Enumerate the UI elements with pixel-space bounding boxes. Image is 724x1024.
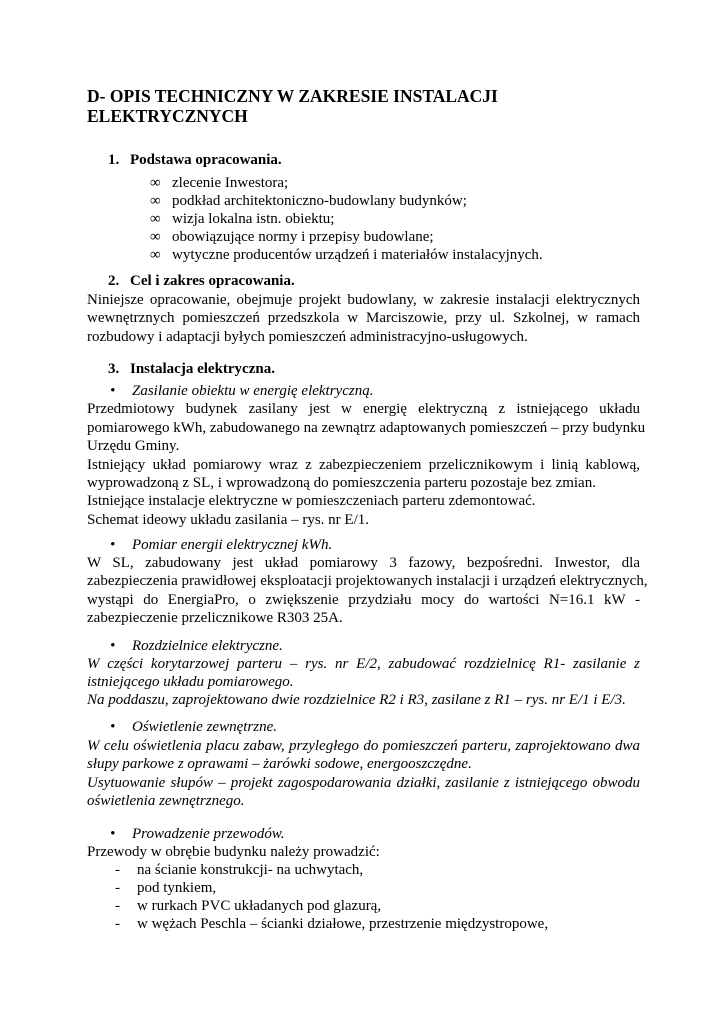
paragraph-line: Niniejsze opracowanie, obejmuje projekt budowlany, w zakresie instalacji elektrycznych: [87, 292, 640, 308]
infinity-bullet-icon: ∞: [150, 175, 161, 191]
dash-bullet-icon: -: [115, 898, 120, 914]
subsection-heading: • Zasilanie obiektu w energię elektryczną.: [110, 383, 374, 399]
document-title-line-1: D- OPIS TECHNICZNY W ZAKRESIE INSTALACJI: [87, 86, 498, 106]
paragraph-line: istniejącego układu pomiarowego.: [87, 674, 294, 690]
paragraph-line: Przewody w obrębie budynku należy prowadzić:: [87, 844, 380, 860]
dash-bullet-icon: -: [115, 880, 120, 896]
paragraph-line: Na poddaszu, zaprojektowano dwie rozdzielnice R2 i R3, zasilane z R1 – rys. nr E/1 i E/3.: [87, 692, 626, 708]
infinity-bullet-icon: ∞: [150, 229, 161, 245]
paragraph-line: Istniejące instalacje elektryczne w pomieszczeniach parteru zdemontować.: [87, 493, 536, 509]
infinity-bullet-icon: ∞: [150, 193, 161, 209]
paragraph-line: W celu oświetlenia placu zabaw, przyległego do pomieszczeń parteru, zaprojektowano dwa: [87, 738, 640, 754]
list-item: ∞ podkład architektoniczno-budowlany budynków;: [150, 193, 467, 209]
paragraph-line: zabezpieczenie przelicznikowe R303 25A.: [87, 610, 343, 626]
section-3-heading: 3. Instalacja elektryczna.: [108, 361, 275, 377]
dash-bullet-icon: -: [115, 916, 120, 932]
subsection-heading: • Pomiar energii elektrycznej kWh.: [110, 537, 333, 553]
bullet-icon: •: [110, 826, 116, 842]
infinity-bullet-icon: ∞: [150, 211, 161, 227]
subsection-heading: • Oświetlenie zewnętrzne.: [110, 719, 277, 735]
paragraph-line: zabezpieczenia prawidłowej eksploatacji projektowanych instalacji i urządzeń elektrycznych,: [87, 573, 648, 589]
subsection-heading: • Prowadzenie przewodów.: [110, 826, 285, 842]
paragraph-line: rozbudowy i adaptacji byłych pomieszczeń administracyjno-usługowych.: [87, 329, 528, 345]
paragraph-line: Przedmiotowy budynek zasilany jest w energię elektryczną z istniejącego układu: [87, 401, 640, 417]
paragraph-line: W SL, zabudowany jest układ pomiarowy 3 fazowy, bezpośredni. Inwestor, dla: [87, 555, 640, 571]
infinity-bullet-icon: ∞: [150, 247, 161, 263]
list-item: ∞ zlecenie Inwestora;: [150, 175, 289, 191]
section-2-heading: 2. Cel i zakres opracowania.: [108, 273, 295, 289]
bullet-icon: •: [110, 537, 116, 553]
dash-bullet-icon: -: [115, 862, 120, 878]
list-item: ∞ obowiązujące normy i przepisy budowlane;: [150, 229, 434, 245]
bullet-icon: •: [110, 719, 116, 735]
bullet-icon: •: [110, 638, 116, 654]
section-1-heading: 1. Podstawa opracowania.: [108, 152, 282, 168]
list-item: - na ścianie konstrukcji- na uchwytach,: [115, 862, 364, 878]
paragraph-line: Urzędu Gminy.: [87, 438, 180, 454]
paragraph-line: W części korytarzowej parteru – rys. nr E/2, zabudować rozdzielnicę R1- zasilanie z: [87, 656, 640, 672]
paragraph-line: wewnętrznych pomieszczeń przedszkola w Marciszowie, przy ul. Szkolnej, w ramach: [87, 310, 640, 326]
list-item: ∞ wytyczne producentów urządzeń i materiałów instalacyjnych.: [150, 247, 543, 263]
paragraph-line: wyprowadzoną z SL, i wprowadzoną do pomieszczenia parteru pozostaje bez zmian.: [87, 475, 596, 491]
paragraph-line: Usytuowanie słupów – projekt zagospodarowania działki, zasilanie z istniejącego obwodu: [87, 775, 640, 791]
bullet-icon: •: [110, 383, 116, 399]
subsection-heading: • Rozdzielnice elektryczne.: [110, 638, 283, 654]
paragraph-line: słupy parkowe z oprawami – żarówki sodowe, energooszczędne.: [87, 756, 472, 772]
list-item: - w wężach Peschla – ścianki działowe, przestrzenie międzystropowe,: [115, 916, 549, 932]
paragraph-line: Istniejący układ pomiarowy wraz z zabezpieczeniem przelicznikowym i linią kablową,: [87, 457, 640, 473]
list-item: - w rurkach PVC układanych pod glazurą,: [115, 898, 382, 914]
list-item: - pod tynkiem,: [115, 880, 217, 896]
document-title-line-2: ELEKTRYCZNYCH: [87, 106, 248, 126]
list-item: ∞ wizja lokalna istn. obiektu;: [150, 211, 335, 227]
paragraph-line: Schemat ideowy układu zasilania – rys. nr E/1.: [87, 512, 370, 528]
paragraph-line: oświetlenia zewnętrznego.: [87, 793, 245, 809]
paragraph-line: pomiarowego kWh, zabudowanego na zewnątrz adaptowanych pomieszczeń – przy budynku: [87, 420, 646, 436]
paragraph-line: wystąpi do EnergiaPro, o zwiększenie przydziału mocy do wartości N=16.1 kW -: [87, 592, 640, 608]
